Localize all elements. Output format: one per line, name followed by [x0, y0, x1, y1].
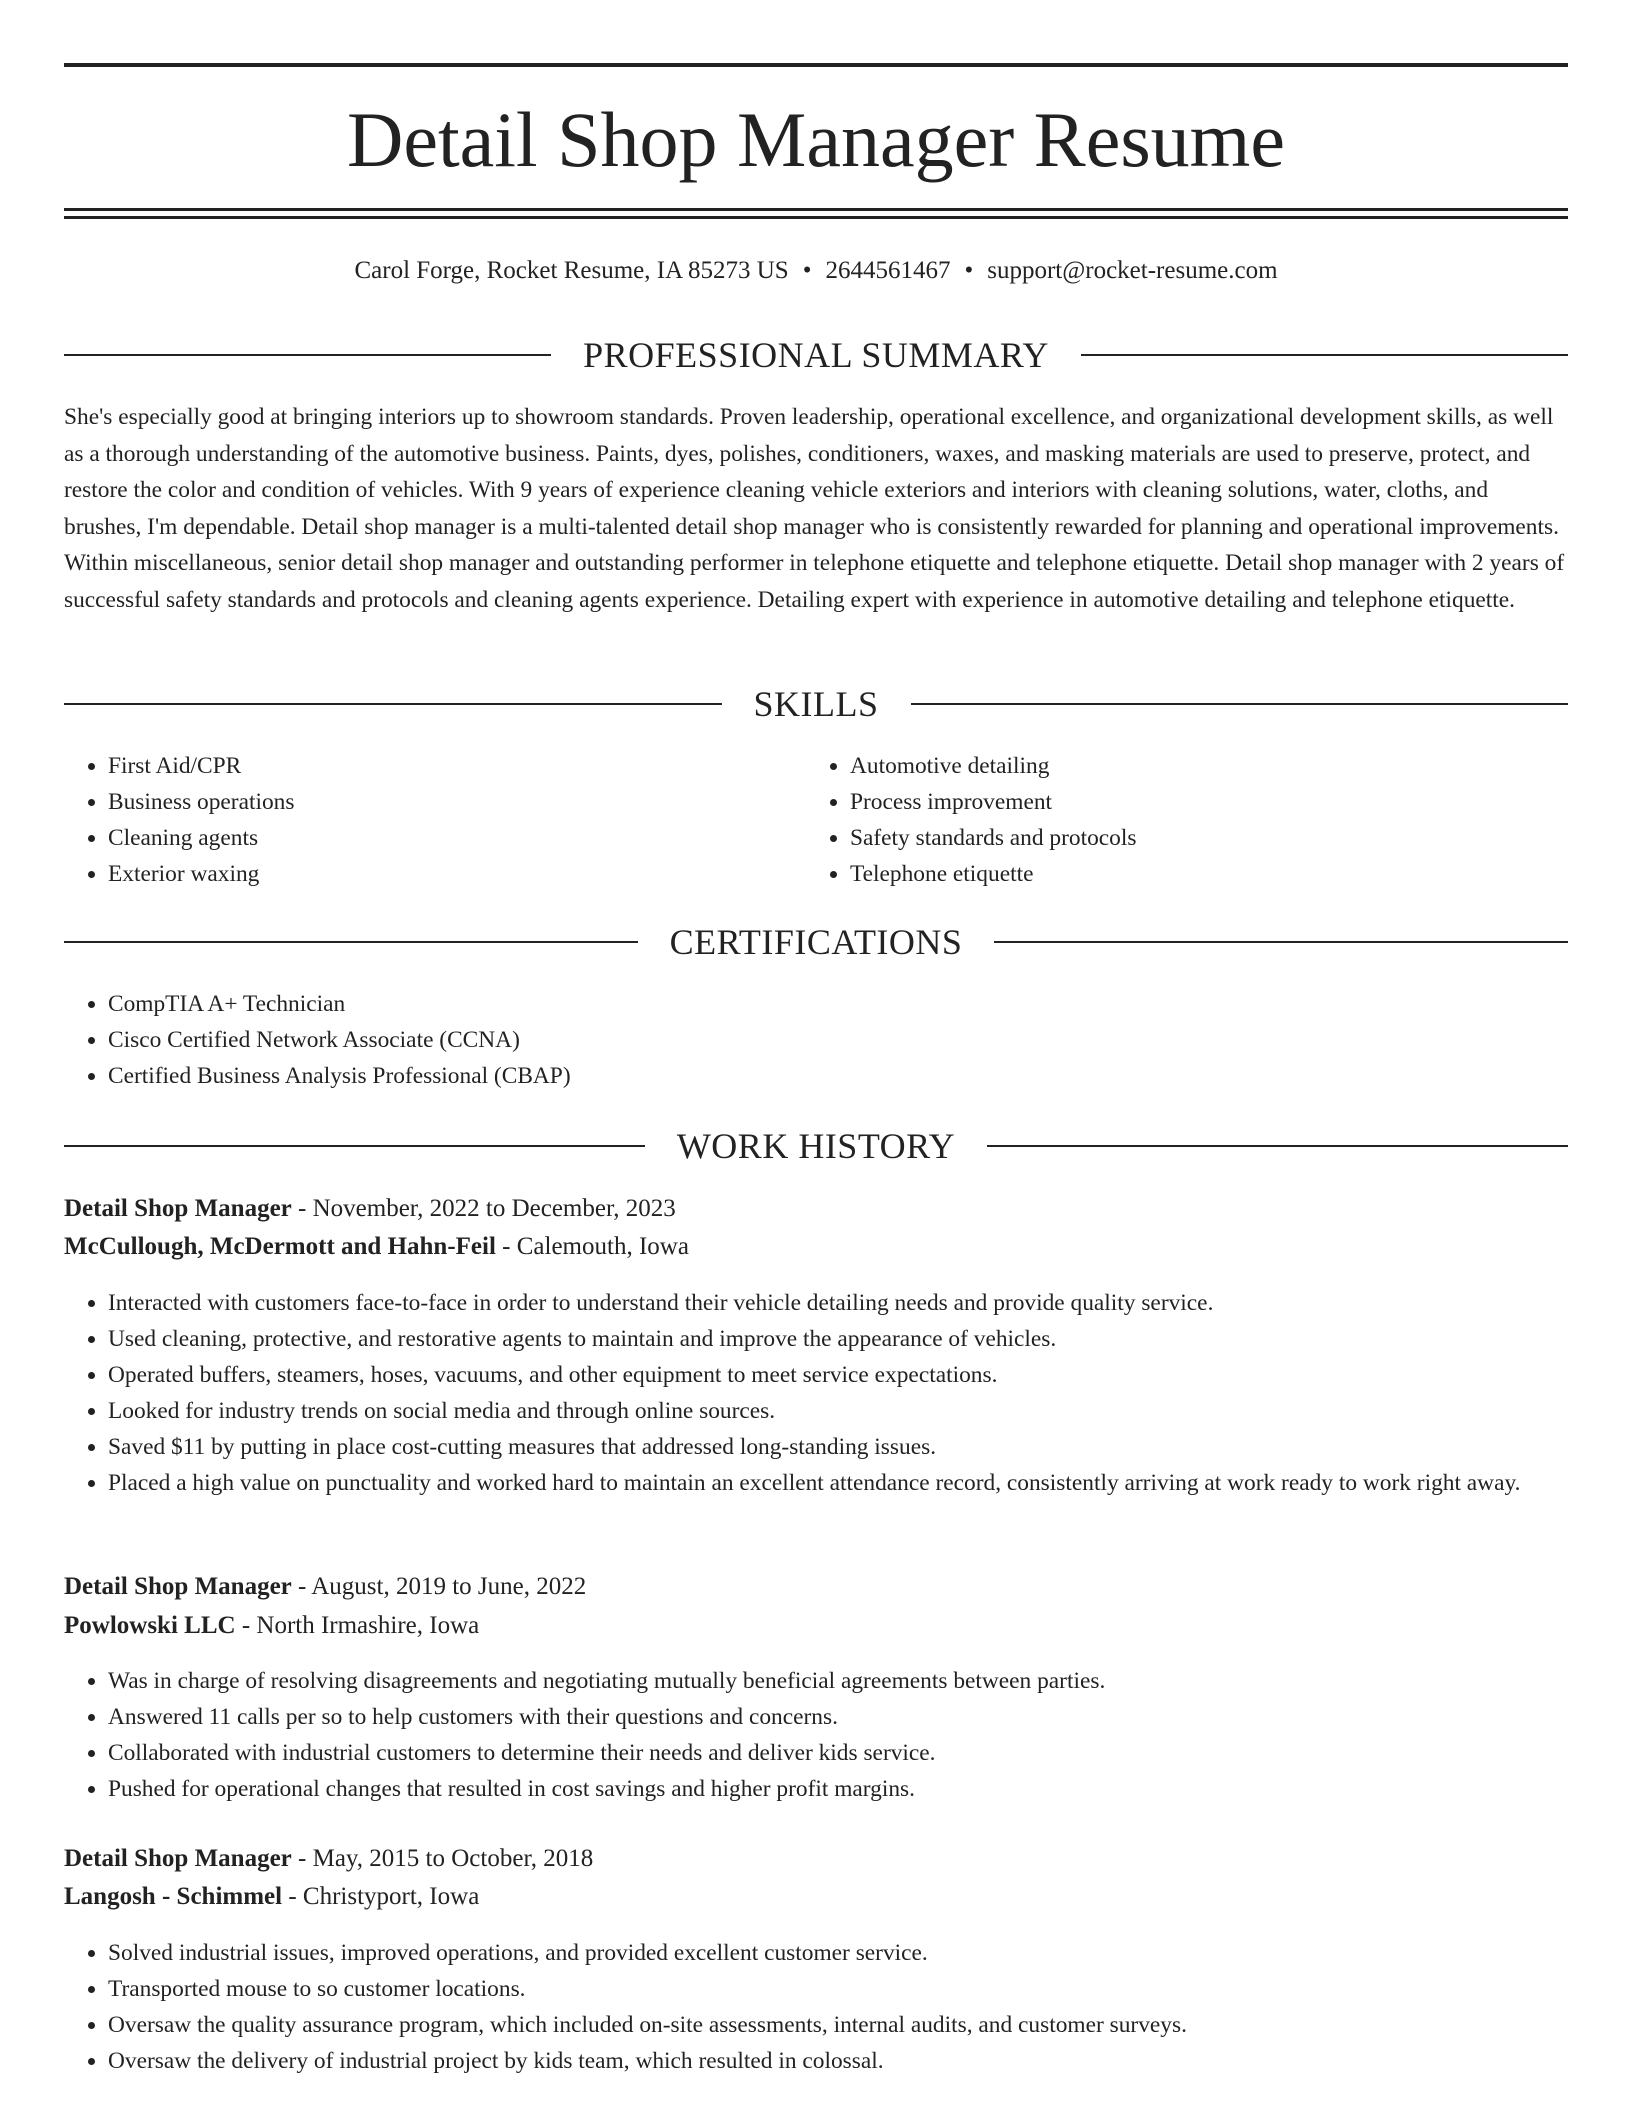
skill-item: • Safety standards and protocols: [850, 820, 1550, 856]
heading-rule: [64, 1145, 645, 1147]
certifications-list: [64, 986, 1548, 1094]
job-location: - North Irmashire, Iowa: [235, 1612, 480, 1639]
job-bullet: • Used cleaning, protective, and restorative agents to maintain and improve the appearance of vehicles.: [108, 1321, 1612, 1357]
job-company-line: [64, 1879, 1568, 1915]
section-heading-certifications: [64, 920, 1568, 964]
contact-address: Carol Forge, Rocket Resume, IA 85273 US: [354, 257, 789, 284]
skill-item: • Automotive detailing: [850, 748, 1550, 784]
job-title: Detail Shop Manager: [64, 1195, 292, 1222]
job-bullet: • Oversaw the delivery of industrial project by kids team, which resulted in colossal.: [108, 2043, 1612, 2079]
job-bullet: • Solved industrial issues, improved operations, and provided excellent customer service.: [108, 1935, 1612, 1971]
title-double-rule: [64, 208, 1568, 219]
job-company: Powlowski LLC: [64, 1612, 236, 1639]
job-title: Detail Shop Manager: [64, 1845, 292, 1872]
heading-rule: [994, 941, 1568, 943]
heading-rule: [64, 354, 551, 356]
job-dates: - November, 2022 to December, 2023: [291, 1195, 676, 1222]
job-location: - Christyport, Iowa: [282, 1883, 480, 1910]
job-company: McCullough, McDermott and Hahn-Feil: [64, 1233, 496, 1260]
heading-rule: [1081, 354, 1568, 356]
job-bullet: • Placed a high value on punctuality and worked hard to maintain an excellent attendance record, consistently arriving at work ready to work right away.: [108, 1465, 1612, 1501]
job-title-line: [64, 1191, 1568, 1227]
heading-rule: [64, 703, 722, 705]
job-location: - Calemouth, Iowa: [495, 1233, 689, 1260]
job-bullet: • Oversaw the quality assurance program, which included on-site assessments, internal audits, and customer surveys.: [108, 2007, 1612, 2043]
certification-item: • Cisco Certified Network Associate (CCNA): [108, 1022, 1548, 1058]
job-bullet: • Answered 11 calls per so to help customers with their questions and concerns.: [108, 1699, 1612, 1735]
job-bullet: • Pushed for operational changes that resulted in cost savings and higher profit margins.: [108, 1771, 1612, 1807]
heading-rule: [987, 1145, 1568, 1147]
job-bullets: [64, 1285, 1612, 1501]
section-heading-label: PROFESSIONAL SUMMARY: [583, 335, 1049, 375]
job-company: Langosh - Schimmel: [64, 1883, 283, 1910]
contact-line: [64, 254, 1568, 288]
section-heading-summary: [64, 333, 1568, 377]
contact-separator: •: [964, 257, 974, 284]
heading-rule: [911, 703, 1569, 705]
section-heading-work-history: [64, 1124, 1568, 1168]
job-dates: - August, 2019 to June, 2022: [291, 1573, 587, 1600]
contact-separator: •: [802, 257, 812, 284]
section-heading-label: SKILLS: [753, 684, 879, 724]
job-bullet: • Interacted with customers face-to-face in order to understand their vehicle detailing needs and provide quality service.: [108, 1285, 1612, 1321]
heading-rule: [64, 941, 638, 943]
professional-summary: She's especially good at bringing interiors up to showroom standards. Proven leadership, operational excellence, and organizational development skills, as well as a thorough understanding of the automotive business. Paints, dyes, polishes, conditioners, waxes, and masking materials are used to preserve, protect, and restore the color and condition of vehicles. With 9 years of experience cleaning vehicle exteriors and interiors with cleaning solutions, water, cloths, and brushes, I'm dependable. Detail shop manager is a multi-talented detail shop manager who is consistently rewarded for planning and operational improvements. Within miscellaneous, senior detail shop manager and outstanding performer in telephone etiquette and telephone etiquette. Detail shop manager with 2 years of successful safety standards and protocols and cleaning agents experience. Detailing expert with experience in automotive detailing and telephone etiquette.: [64, 404, 1565, 613]
job-bullet: • Collaborated with industrial customers to determine their needs and deliver kids service.: [108, 1735, 1612, 1771]
job-dates: - May, 2015 to October, 2018: [291, 1845, 594, 1872]
skill-item: • Cleaning agents: [108, 820, 808, 856]
section-heading-skills: [64, 682, 1568, 726]
job-bullet: • Transported mouse to so customer locations.: [108, 1971, 1612, 2007]
job-company-line: [64, 1229, 1568, 1265]
skills-list-right: [806, 748, 1550, 892]
skill-item: • Process improvement: [850, 784, 1550, 820]
job-bullets: [64, 1935, 1612, 2079]
top-rule: [64, 63, 1568, 67]
job-company-line: [64, 1608, 1568, 1644]
job-bullet: • Operated buffers, steamers, hoses, vacuums, and other equipment to meet service expectations.: [108, 1357, 1612, 1393]
job-title: Detail Shop Manager: [64, 1573, 292, 1600]
resume-title: Detail Shop Manager Resume: [347, 96, 1285, 183]
certification-item: • Certified Business Analysis Professional (CBAP): [108, 1058, 1548, 1094]
section-heading-label: CERTIFICATIONS: [669, 922, 963, 962]
skill-item: • First Aid/CPR: [108, 748, 808, 784]
contact-email: support@rocket-resume.com: [987, 257, 1278, 284]
job-title-line: [64, 1569, 1568, 1605]
job-bullet: • Was in charge of resolving disagreements and negotiating mutually beneficial agreements between parties.: [108, 1663, 1612, 1699]
contact-phone: 2644561467: [825, 257, 951, 284]
skill-item: • Exterior waxing: [108, 856, 808, 892]
skill-item: • Telephone etiquette: [850, 856, 1550, 892]
job-title-line: [64, 1841, 1568, 1877]
job-bullets: [64, 1663, 1612, 1807]
certification-item: • CompTIA A+ Technician: [108, 986, 1548, 1022]
skill-item: • Business operations: [108, 784, 808, 820]
job-bullet: • Saved $11 by putting in place cost-cutting measures that addressed long-standing issues.: [108, 1429, 1612, 1465]
skills-list-left: [64, 748, 808, 892]
job-bullet: • Looked for industry trends on social media and through online sources.: [108, 1393, 1612, 1429]
section-heading-label: WORK HISTORY: [676, 1126, 956, 1166]
